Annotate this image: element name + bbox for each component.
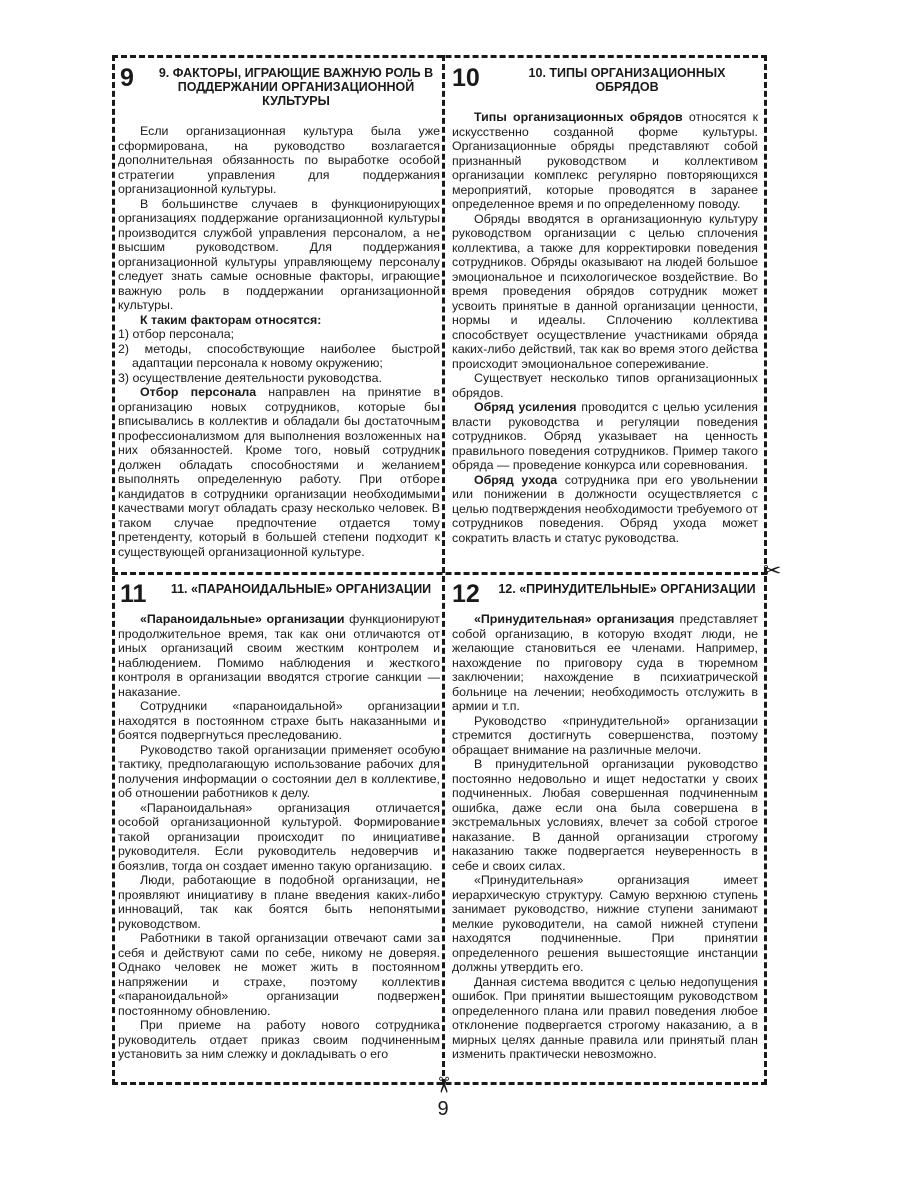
paragraph: При приеме на работу нового сотрудника руководитель отдает приказ своим подчиненным установить за ним слежку и докладывать о его (118, 1018, 440, 1061)
bold-term: Типы организационных обрядов (474, 110, 683, 124)
paragraph: В принудительной организации руководство постоянно недовольно и ищет недостатки у своих подчиненных. Любая совершенная подчиненным ошибка, даже если она была совершена в экстремальных условиях, влечет за собой строгое наказание. В данной организации строгому наказанию также подвергается неуверенность в себе и своих силах. (452, 757, 758, 873)
paragraph-text: проводится с целью усиления власти руководства и регуляции поведения сотрудников. Обряд указывает на ценность правильного поведения сотрудников. Пример такого обряда — проведение конкурса или соревнования. (452, 400, 758, 472)
bold-term: Обряд усиления (474, 400, 577, 414)
scissors-icon: ✂ (430, 1075, 456, 1095)
bold-term: «Принудительная» организация (474, 612, 675, 626)
list-item: 1) отбор персонала; (118, 327, 235, 341)
paragraph: Работники в такой организации отвечают сами за себя и действуют сами по себе, никому не доверяя. Однако человек не может жить в постоянном напряжении и страхе, поэтому коллектив «параноидальной» организации подвержен постоянному обновлению. (118, 931, 440, 1018)
card-body (452, 612, 758, 1062)
paragraph-text: функционируют продолжительное время, так как они отличаются от иных организаций своим жестким контролем и наблюдением. Помимо наблюдения и жесткого контроля в организации вводятся строгие санкции — наказание. (118, 612, 440, 699)
paragraph: Обряды вводятся в организационную культуру руководством организации с целью сплочения коллектива, а также для корректировки поведения сотрудников. Обряды оказывают на людей большое эмоциональное и психологическое воздействие. Во время проведения обрядов сотрудник может усвоить принятые в данной организации ценности, нормы и идеалы. Сплочению коллектива способствует осуществление участниками обряда каких-либо действий, так как во время этого действа происходит эмоциональное сопереживание. (452, 211, 758, 371)
bold-term: Отбор персонала (140, 385, 257, 399)
paragraph: Руководство такой организации применяет особую тактику, предполагающую использование рабочих для получения информации о состоянии дел в коллективе, об отношении работников к делу. (118, 742, 440, 800)
paragraph: Данная система вводится с целью недопущения ошибок. При принятии вышестоящим руководством определенного плана или правил поведения любое отклонение подвергается строгому наказанию, а в мирных целях данные правила или принятый план изменить практически невозможно. (452, 974, 758, 1061)
card-title: 12. «ПРИНУДИТЕЛЬНЫЕ» ОРГАНИЗАЦИИ (498, 582, 756, 596)
paragraph: Существует несколько типов организационных обрядов. (452, 371, 758, 400)
paragraph: «Параноидальная» организация отличается особой организационной культурой. Формирование такой организации происходит по инициативе руководителя. Если руководитель недоверчив и боязлив, тогда он создает именно такую организацию. (118, 800, 440, 873)
paragraph-text: представляет собой организацию, в которую входят люди, не желающие становиться ее членами. Например, нахождение по приговору суда в тюремном заключении; нахождение в психиатрической больнице на лечении; необходимость отслужить в армии и т.п. (452, 612, 758, 713)
paragraph: В большинстве случаев в функционирующих организациях поддержание организационной культуры производится службой управления персоналом, а не высшим руководством. Для поддержания организационной культуры управляющему персоналу следует знать самые основные факторы, играющие важную роль в поддержании организационной культуры. (118, 196, 440, 312)
paragraph: Сотрудники «параноидальной» организации находятся в постоянном страхе быть наказанными и боятся подвергнуться преследованию. (118, 699, 440, 742)
paragraph-text: относятся к искусственно созданной форме культуры. Организационные обряды представляют собой признанный руководством и коллективом организации комплекс регулярно повторяющихся мероприятий, которые проводятся в заранее определенное время и по определенному поводу. (452, 110, 758, 211)
card-12 (452, 582, 758, 1062)
paragraph (452, 612, 758, 714)
scissors-icon: ✂ (763, 559, 782, 584)
paragraph: Если организационная культура была уже сформирована, на руководство возлагается дополнительная обязанность по выработке особой стратегии управления для поддержания организационной культуры. (118, 124, 440, 196)
card-number: 9 (120, 64, 134, 92)
middle-cut-line (112, 572, 767, 575)
list-item: 2) методы, способствующие наиболее быстрой адаптации персонала к новому окружению; (118, 341, 440, 370)
paragraph-heading: К таким факторам относятся: (140, 312, 322, 327)
paragraph (452, 473, 758, 546)
bold-term: Обряд ухода (474, 472, 558, 487)
card-number: 10 (452, 64, 480, 92)
paragraph (118, 385, 440, 559)
paragraph (452, 110, 758, 212)
card-body (452, 110, 758, 545)
card-number: 11 (120, 580, 147, 608)
paragraph: Руководство «принудительной» организации стремится достигнуть совершенства, поэтому обращает внимание на различные мелочи. (452, 713, 758, 757)
left-cut-line (112, 55, 115, 1085)
card-body (118, 124, 440, 559)
card-9 (118, 66, 440, 559)
card-title: 11. «ПАРАНОИДАЛЬНЫЕ» ОРГАНИЗАЦИИ (170, 582, 432, 596)
card-11 (118, 582, 440, 1062)
paragraph-text: сотрудника при его увольнении или понижении в должности осуществляется с целью подтверждения необходимости требуемого от сотрудников поведения. Обряд ухода может сократить власть и статус руководства. (452, 472, 758, 545)
paragraph-text: направлен на принятие в организацию новых сотрудников, которые бы вписывались в коллектив и обладали бы достаточным профессионализмом для выполнения возложенных на них обязанностей. Кроме того, новый сотрудник должен обладать способностями и желанием выполнять определенную работу. При отборе кандидатов в сотрудники организации необходимыми качествами могут обладать сразу несколько человек. В таком случае предпочтение отдается тому претенденту, который в большей степени подходит к существующей организационной культуре. (118, 385, 440, 559)
card-number: 12 (452, 580, 480, 608)
paragraph: «Принудительная» организация имеет иерархическую структуру. Самую верхнюю ступень занимает руководство, нижние ступени занимают мелкие руководители, на самой нижней ступени находятся подчиненные. При принятии определенного решения вышестоящие инстанции должны утвердить его. (452, 873, 758, 974)
paragraph: Люди, работающие в подобной организации, не проявляют инициативу в плане введения каких-либо инноваций, так как боятся быть непонятыми руководством. (118, 873, 440, 931)
page-number: 9 (437, 1098, 449, 1120)
center-cut-line (442, 55, 445, 1085)
bold-term: «Параноидальные» организации (140, 612, 345, 626)
list-item: 3) осуществление деятельности руководства. (118, 370, 382, 385)
paragraph (452, 400, 758, 473)
paragraph (118, 612, 440, 699)
card-body (118, 612, 440, 1062)
card-10 (452, 66, 758, 545)
card-title: 9. ФАКТОРЫ, ИГРАЮЩИЕ ВАЖНУЮ РОЛЬ В ПОДДЕРЖАНИИ ОРГАНИЗАЦИОННОЙ КУЛЬТУРЫ (158, 66, 434, 108)
top-cut-line (112, 55, 767, 58)
card-title: 10. ТИПЫ ОРГАНИЗАЦИОННЫХ ОБРЯДОВ (528, 66, 726, 94)
